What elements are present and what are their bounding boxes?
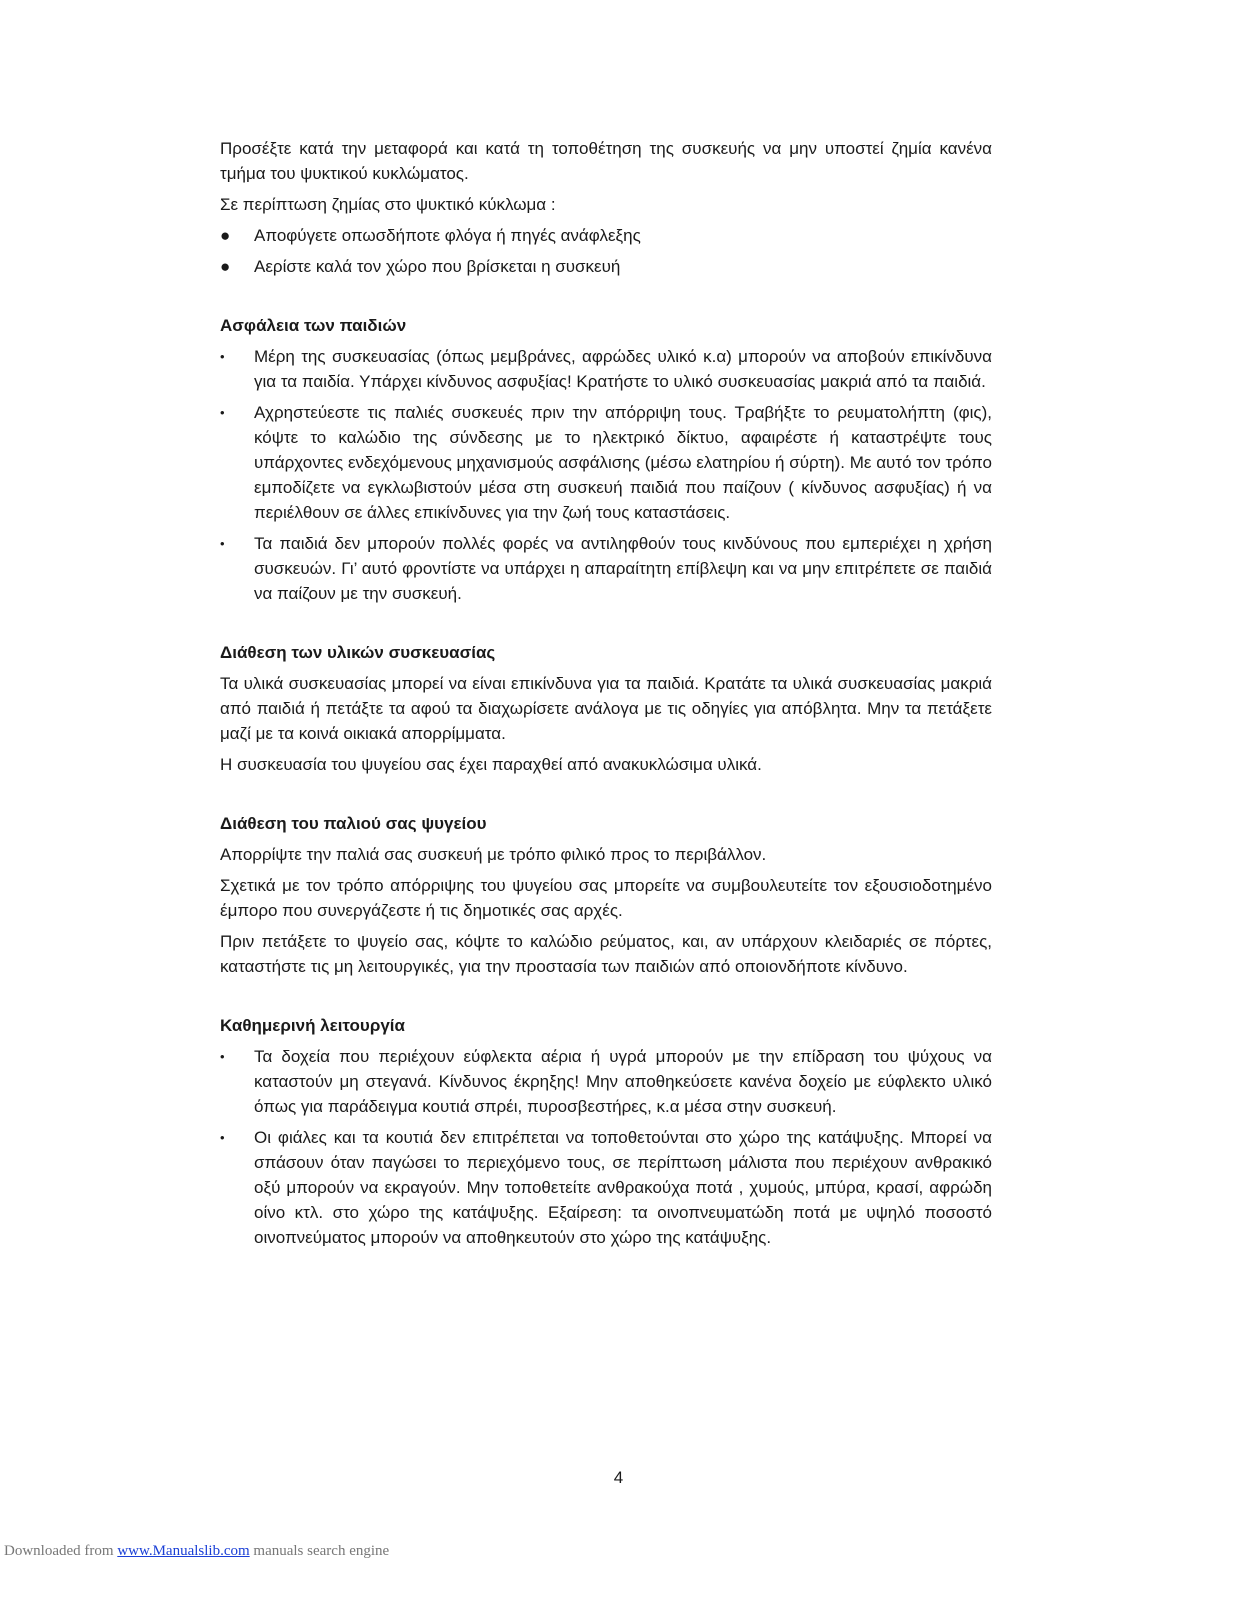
list-item-text: Αερίστε καλά τον χώρο που βρίσκεται η συσκευή [254,257,621,276]
footer-prefix: Downloaded from [4,1543,114,1559]
old-fridge-paragraph-1: Απορρίψτε την παλιά σας συσκευή με τρόπο φιλικό προς το περιβάλλον. [220,845,767,864]
list-item-text: Τα παιδιά δεν μπορούν πολλές φορές να αντιληφθούν τους κινδύνους που εμπεριέχει η χρήση συσκευών. Γι’ αυτό φροντίστε να υπάρχει η απαραίτητη επίβλεψη και να μην επιτρέπετε σε παιδιά να παίζουν με την συσκευή. [254,534,992,603]
list-item-text: Αχρηστεύεστε τις παλιές συσκευές πριν την απόρριψη τους. Τραβήξτε το ρευματολήπτη (φις), κόψτε το καλώδιο της σύνδεσης με το ηλεκτρικό δίκτυο, αφαιρέστε ή καταστρέψτε τους υπάρχοντες ενδεχόμενους μηχανισμούς ασφάλισης (μέσω ελατηρίου ή σύρτη). Με αυτό τον τρόπο εμποδίζετε να εγκλωβιστούν μέσα στη συσκευή παιδιά που παίζουν ( κίνδυνος ασφυξίας) ή να περιέλθουν σε άλλες επικίνδυνες για την ζωή τους καταστάσεις. [254,403,992,522]
list-item [220,400,992,525]
list-item [220,254,992,279]
footer-suffix: manuals search engine [253,1543,390,1559]
bullet-icon: • [220,1130,225,1145]
bullet-icon: ● [220,257,231,276]
list-item [220,344,992,394]
section-heading-old-fridge: Διάθεση του παλιού σας ψυγείου [220,814,487,833]
page-number: 4 [613,1468,624,1487]
bullet-icon: • [220,1049,225,1064]
bullet-icon: • [220,349,225,364]
list-item [220,1125,992,1250]
list-item-text: Αποφύγετε οπωσδήποτε φλόγα ή πηγές ανάφλεξης [254,226,641,245]
document-body [220,136,992,1256]
old-fridge-paragraph-2: Σχετικά με τον τρόπο απόρριψης του ψυγείου σας μπορείτε να συμβουλευτείτε τον εξουσιοδοτημένο έμπορο που συνεργάζεστε ή τις δημοτικές σας αρχές. [220,876,992,920]
list-item-text: Οι φιάλες και τα κουτιά δεν επιτρέπεται να τοποθετούνται στο χώρο της κατάψυξης. Μπορεί να σπάσουν όταν παγώσει το περιεχόμενο τους, σε περίπτωση μάλιστα που περιέχουν ανθρακικό οξύ μπορούν να εκραγούν. Μην τοποθετείτε ανθρακούχα ποτά , χυμούς, μπύρα, κρασί, αφρώδη οίνο κτλ. στο χώρο της κατάψυξης. Εξαίρεση: τα οινοπνευματώδη ποτά με υψηλό ποσοστό οινοπνεύματος μπορούν να αποθηκευτούν στο χώρο της κατάψυξης. [254,1128,992,1247]
list-item-text: Τα δοχεία που περιέχουν εύφλεκτα αέρια ή υγρά μπορούν με την επίδραση του ψύχους να καταστούν μη στεγανά. Κίνδυνος έκρηξης! Μην αποθηκεύσετε κανένα δοχείο με εύφλεκτο υλικό όπως για παράδειγμα κουτιά σπρέι, πυροσβεστήρες, κ.α μέσα στην συσκευή. [254,1047,992,1116]
intro-bullet-list [220,223,992,279]
children-safety-list [220,344,992,606]
list-item [220,531,992,606]
intro-damage-note: Σε περίπτωση ζημίας στο ψυκτικό κύκλωμα : [220,195,556,214]
section-heading-daily-operation: Καθημερινή λειτουργία [220,1016,405,1035]
bullet-icon: • [220,536,225,551]
section-heading-children-safety: Ασφάλεια των παιδιών [220,316,407,335]
manualslib-link[interactable]: www.Manualslib.com [117,1543,250,1559]
packaging-paragraph: Τα υλικά συσκευασίας μπορεί να είναι επικίνδυνα για τα παιδιά. Κρατάτε τα υλικά συσκευασίας μακριά από παιδιά ή πετάξτε τα αφού τα διαχωρίσετε ανάλογα με τις οδηγίες για απόβλητα. Μην τα πετάξετε μαζί με τα κοινά οικιακά απορρίμματα. [220,674,992,743]
old-fridge-paragraph-3: Πριν πετάξετε το ψυγείο σας, κόψτε το καλώδιο ρεύματος, και, αν υπάρχουν κλειδαριές σε πόρτες, καταστήστε τις μη λειτουργικές, για την προστασία των παιδιών από οποιονδήποτε κίνδυνο. [220,932,992,976]
download-footer [4,1543,389,1560]
daily-operation-list [220,1044,992,1250]
list-item-text: Μέρη της συσκευασίας (όπως μεμβράνες, αφρώδες υλικό κ.α) μπορούν να αποβούν επικίνδυνα για τα παιδία. Υπάρχει κίνδυνος ασφυξίας! Κρατήστε το υλικό συσκευασίας μακριά από τα παιδιά. [254,347,992,391]
list-item [220,223,992,248]
bullet-icon: • [220,405,225,420]
section-heading-packaging: Διάθεση των υλικών συσκευασίας [220,643,496,662]
packaging-recycling-paragraph: Η συσκευασία του ψυγείου σας έχει παραχθεί από ανακυκλώσιμα υλικά. [220,755,762,774]
intro-paragraph: Προσέξτε κατά την μεταφορά και κατά τη τοποθέτηση της συσκευής να μην υποστεί ζημία κανένα τμήμα του ψυκτικού κυκλώματος. [220,139,992,183]
bullet-icon: ● [220,226,231,245]
list-item [220,1044,992,1119]
